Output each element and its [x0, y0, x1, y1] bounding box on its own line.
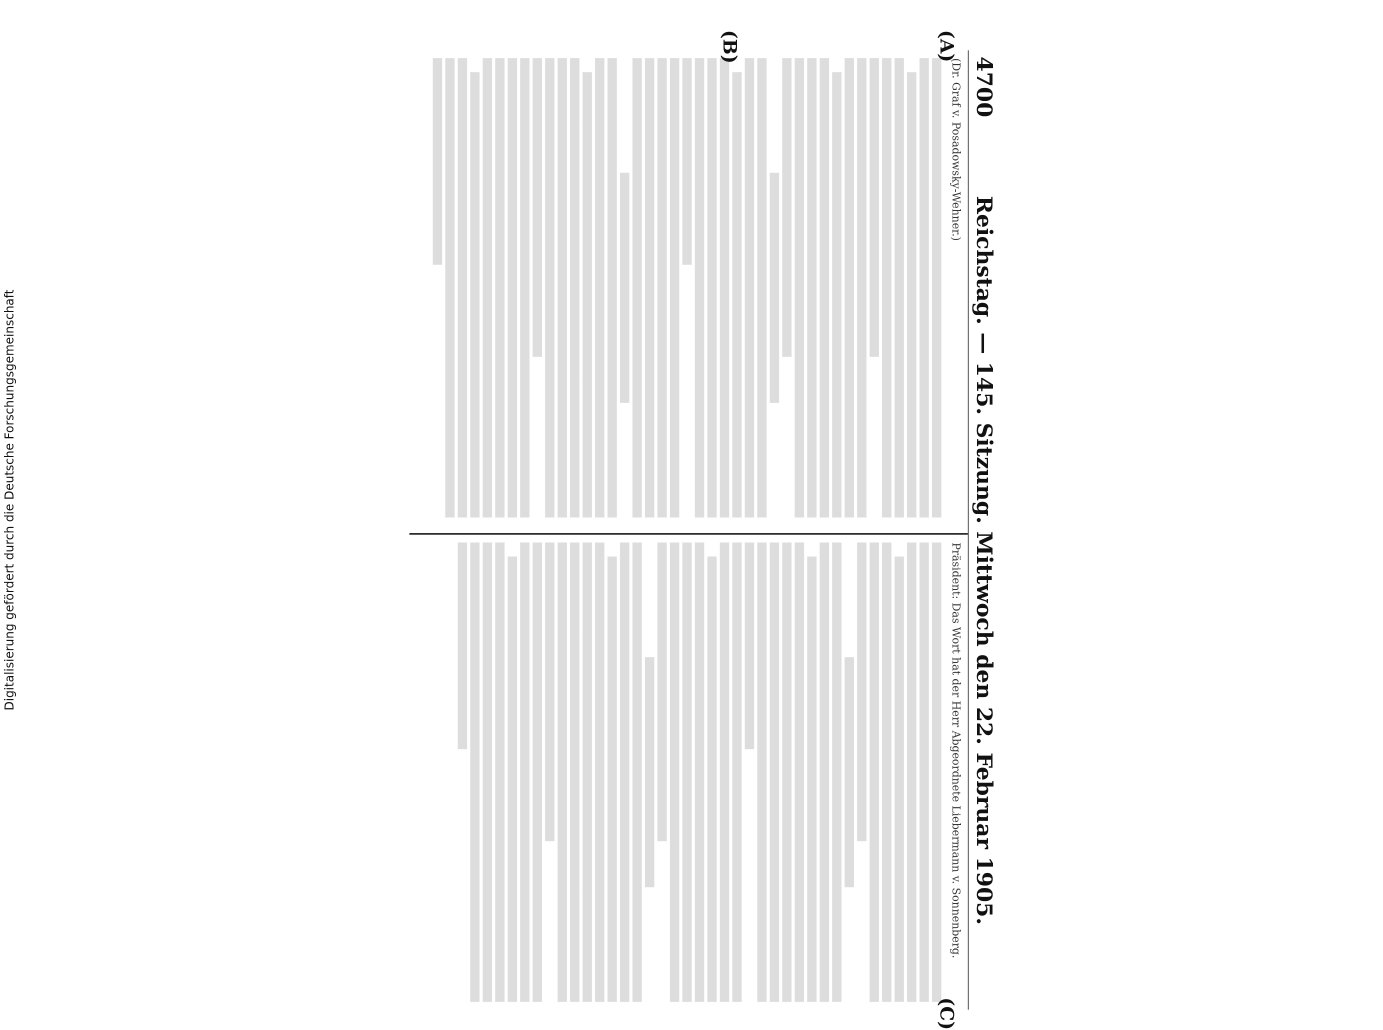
text-line [483, 542, 492, 1001]
text-line [583, 72, 592, 517]
text-line [570, 58, 579, 517]
margin-marker-b: (B) [719, 30, 742, 64]
text-line [782, 542, 791, 1001]
text-line [495, 542, 504, 1001]
text-line [633, 58, 642, 517]
text-line [845, 58, 854, 517]
text-line [670, 542, 679, 1001]
text-line [445, 58, 454, 517]
text-line [732, 72, 741, 517]
text-line [932, 542, 941, 1001]
margin-marker-a: (A) [935, 30, 959, 63]
text-line [682, 58, 691, 265]
text-line [645, 657, 654, 887]
text-line [608, 557, 617, 1002]
text-line [782, 58, 791, 357]
page-number: 4700 [972, 56, 998, 118]
text-line [608, 58, 617, 517]
text-line [932, 58, 941, 517]
text-line [832, 72, 841, 517]
text-line [657, 58, 666, 517]
text-line [920, 58, 929, 517]
text-line [520, 58, 529, 517]
text-line [545, 542, 554, 841]
text-line [757, 542, 766, 1001]
text-line [745, 58, 754, 517]
text-line [595, 58, 604, 517]
text-line [558, 542, 567, 1001]
text-line [907, 542, 916, 1001]
text-line [807, 557, 816, 1002]
text-line [795, 58, 804, 517]
text-line [533, 58, 542, 357]
text-line [545, 58, 554, 517]
text-line [433, 58, 442, 265]
page-header [968, 50, 1002, 1009]
text-line [495, 58, 504, 517]
text-line [720, 542, 729, 1001]
text-line [870, 542, 879, 1001]
text-line [483, 58, 492, 517]
text-line [533, 542, 542, 1001]
text-line [832, 542, 841, 1001]
text-line [882, 58, 891, 517]
text-line [570, 542, 579, 1001]
text-line [795, 542, 804, 1001]
text-line [520, 542, 529, 1001]
text-line [732, 542, 741, 1001]
text-line [458, 542, 467, 749]
text-line [583, 542, 592, 1001]
text-line [857, 542, 866, 841]
left-sample-heading: (Dr. Graf v. Posadowsky-Wehner.) [949, 58, 962, 241]
text-line [670, 58, 679, 517]
text-line [807, 58, 816, 517]
text-line [682, 542, 691, 1001]
text-line [845, 657, 854, 887]
text-line [633, 542, 642, 1001]
rotated-document-page [409, 30, 1002, 1030]
text-line [620, 542, 629, 1001]
text-line [595, 542, 604, 1001]
text-line [770, 542, 779, 1001]
left-column [409, 30, 967, 525]
right-column [409, 533, 967, 1030]
text-line [745, 542, 754, 749]
text-line [695, 58, 704, 517]
text-line [657, 542, 666, 841]
text-line [470, 542, 479, 1001]
text-line [508, 58, 517, 517]
text-line [558, 58, 567, 517]
text-line [895, 58, 904, 517]
text-line [720, 58, 729, 517]
text-line [707, 58, 716, 517]
text-line [757, 58, 766, 517]
session-heading: Reichstag. — 145. Sitzung. Mittwoch den 22. Februar 1905. [972, 195, 998, 925]
text-line [820, 58, 829, 517]
text-line [695, 542, 704, 1001]
text-line [857, 58, 866, 517]
right-sample-heading: Präsident: Das Wort hat der Herr Abgeordnete Liebermann v. Sonnenberg. [949, 542, 962, 959]
text-line [645, 58, 654, 517]
text-line [870, 58, 879, 357]
text-line [920, 542, 929, 1001]
text-line [458, 58, 467, 517]
text-columns [409, 30, 967, 1030]
text-line [508, 557, 517, 1002]
text-line [707, 557, 716, 1002]
text-line [620, 173, 629, 403]
text-line [882, 542, 891, 1001]
text-line [770, 173, 779, 403]
text-line [907, 72, 916, 517]
margin-marker-c: (C) [935, 997, 959, 1030]
digitization-notice: Digitalisierung gefördert durch die Deutsche Forschungsgemeinschaft [2, 289, 17, 711]
text-line [470, 72, 479, 517]
text-line [895, 557, 904, 1002]
text-line [820, 542, 829, 1001]
